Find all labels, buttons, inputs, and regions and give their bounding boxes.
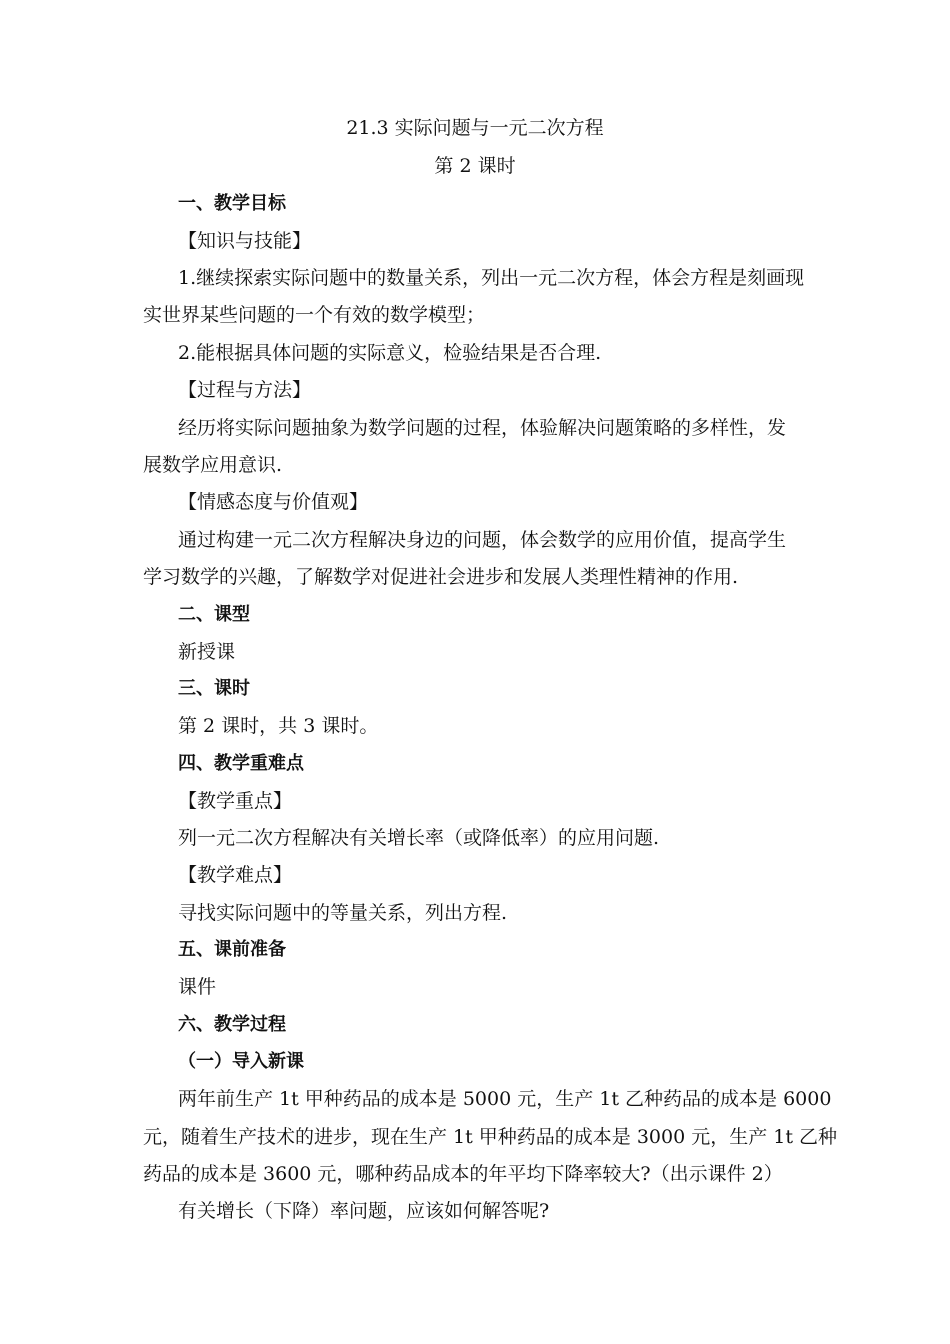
- paragraph-line: 实世界某些问题的一个有效的数学模型；: [143, 304, 486, 326]
- paragraph-line: 有关增长（下降）率问题，应该如何解答呢?: [178, 1200, 550, 1222]
- paragraph-line: 列一元二次方程解决有关增长率（或降低率）的应用问题.: [178, 827, 660, 849]
- section-heading-lesson-type: 二、课型: [178, 604, 250, 625]
- paragraph-line: 药品的成本是 3600 元，哪种药品成本的年平均下降率较大?（出示课件 2）: [143, 1163, 783, 1185]
- paragraph-line: 经历将实际问题抽象为数学问题的过程，体验解决问题策略的多样性，发: [178, 417, 787, 439]
- section-heading-periods: 三、课时: [178, 678, 250, 699]
- paragraph-line: 两年前生产 1t 甲种药品的成本是 5000 元，生产 1t 乙种药品的成本是 6000: [178, 1088, 832, 1110]
- label-difficult-point: 【教学难点】: [178, 864, 293, 886]
- section-heading-process: 六、教学过程: [178, 1014, 286, 1035]
- paragraph-line: 课件: [178, 976, 217, 998]
- paragraph-line: 第 2 课时，共 3 课时。: [178, 715, 379, 737]
- label-key-point: 【教学重点】: [178, 790, 293, 812]
- document-title: 21.3 实际问题与一元二次方程: [346, 117, 604, 139]
- paragraph-line: 2.能根据具体问题的实际意义，检验结果是否合理.: [178, 342, 602, 364]
- section-heading-key-difficult: 四、教学重难点: [178, 753, 304, 774]
- paragraph-line: 元，随着生产技术的进步，现在生产 1t 甲种药品的成本是 3000 元，生产 1t 乙种: [143, 1126, 838, 1148]
- paragraph-line: 寻找实际问题中的等量关系，列出方程.: [178, 902, 508, 924]
- section-heading-objectives: 一、教学目标: [178, 193, 286, 214]
- paragraph-line: 展数学应用意识.: [143, 454, 283, 476]
- paragraph-line: 学习数学的兴趣，了解数学对促进社会进步和发展人类理性精神的作用.: [143, 566, 739, 588]
- document-subtitle: 第 2 课时: [434, 155, 516, 177]
- label-process-method: 【过程与方法】: [178, 379, 312, 401]
- paragraph-line: 通过构建一元二次方程解决身边的问题，体会数学的应用价值，提高学生: [178, 529, 787, 551]
- section-heading-preparation: 五、课前准备: [178, 939, 286, 960]
- label-emotion-values: 【情感态度与价值观】: [178, 491, 369, 513]
- paragraph-line: 新授课: [178, 641, 236, 663]
- label-knowledge-skills: 【知识与技能】: [178, 230, 312, 252]
- paragraph-line: 1.继续探索实际问题中的数量关系，列出一元二次方程，体会方程是刻画现: [178, 267, 805, 289]
- subsection-heading-intro: （一）导入新课: [178, 1051, 304, 1072]
